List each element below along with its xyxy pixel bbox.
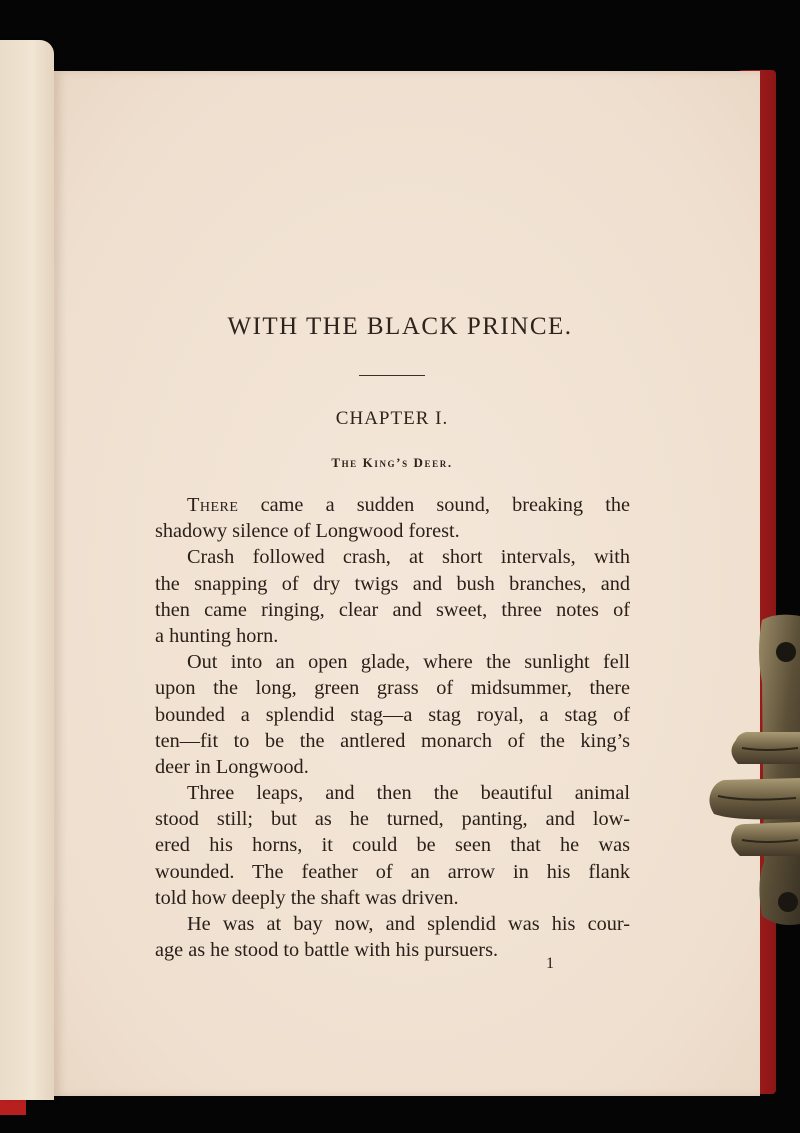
title-rule-divider	[359, 375, 425, 376]
chapter-heading: CHAPTER I.	[335, 408, 449, 429]
text-line: Crash followed crash, at short intervals, with	[187, 546, 630, 569]
text-line: There came a sudden sound, breaking the	[187, 494, 630, 516]
text-line: age as he stood to battle with his pursuers.	[155, 939, 499, 962]
drop-small-caps: There	[187, 494, 239, 516]
chapter-subtitle: The King’s Deer.	[331, 455, 453, 470]
left-page-edge	[0, 40, 54, 1100]
text-line: a hunting horn.	[155, 624, 279, 647]
text-line: wounded. The feather of an arrow in his flank	[155, 860, 630, 883]
text-line: He was at bay now, and splendid was his cour-	[187, 913, 630, 935]
text-line: deer in Longwood.	[155, 755, 309, 778]
text-line: the snapping of dry twigs and bush branches, and	[155, 572, 630, 595]
text-line: upon the long, green grass of midsummer, there	[155, 677, 630, 700]
text-line: Out into an open glade, where the sunlight fell	[187, 651, 630, 674]
text-line: ten—fit to be the antlered monarch of the king’s	[155, 729, 630, 752]
text-line: stood still; but as he turned, panting, and low-	[155, 808, 630, 831]
text-line: told how deeply the shaft was driven.	[155, 886, 459, 909]
body-text	[155, 492, 630, 963]
text-line: ered his horns, it could be seen that he was	[155, 834, 630, 857]
text-line: shadowy silence of Longwood forest.	[155, 520, 460, 543]
book-title: WITH THE BLACK PRINCE.	[227, 313, 573, 340]
text-line: then came ringing, clear and sweet, three notes of	[155, 598, 630, 621]
text-line: bounded a splendid stag—a stag royal, a stag of	[155, 703, 630, 726]
page-number: 1	[546, 955, 554, 972]
text-line: Three leaps, and then the beautiful animal	[187, 782, 630, 805]
metal-clasp-icon	[706, 612, 800, 928]
